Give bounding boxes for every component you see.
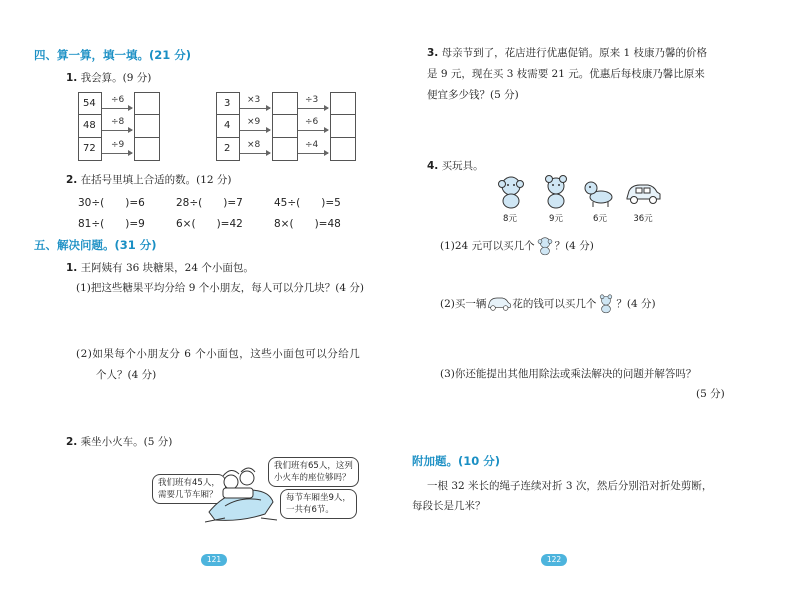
problem-4-sub-3: (3)你还能提出其他用除法或乘法解决的问题并解答吗？: [440, 368, 697, 380]
toy-monkey-icon: [496, 174, 526, 210]
problem-2-number: 2.: [66, 436, 78, 448]
section-5-score: (31 分): [114, 238, 157, 252]
problem-3-line-1: 母亲节到了，花店进行优惠促销。原来 1 枝康乃馨的价格: [441, 47, 707, 59]
price-label: 9元: [549, 214, 563, 224]
operation-label: ×8: [247, 140, 261, 150]
problem-3-line-2: 是 9 元，现在买 3 枝需要 21 元。优惠后每枝康乃馨比原来: [427, 68, 705, 80]
page-number-right: 122: [541, 554, 567, 566]
toy-bear-icon: [541, 174, 571, 210]
start-value: 3: [224, 98, 231, 109]
problem-4-number: 4.: [427, 160, 439, 172]
toy-bear-icon: [596, 294, 616, 314]
divider: [216, 114, 240, 115]
operation-label: ×3: [247, 95, 261, 105]
divider: [78, 114, 102, 115]
divider: [134, 137, 160, 138]
start-value: 72: [83, 143, 96, 154]
question-2: [66, 172, 232, 187]
operation-label: ÷6: [111, 95, 125, 105]
fill-blank-equation[interactable]: 81÷( )=9: [78, 218, 145, 230]
price-label: 8元: [503, 214, 517, 224]
page-number-left: 121: [201, 554, 227, 566]
speech-bubble-right-top: [268, 457, 359, 487]
train-illustration-icon: [205, 462, 277, 524]
question-2-text: 在括号里填上合适的数。(12 分): [80, 174, 232, 186]
question-1-text: 我会算。(9 分): [80, 72, 152, 84]
toy-monkey-icon: [535, 236, 555, 256]
bubble-line: 需要几节车厢？: [158, 490, 218, 500]
bonus-line-1: 一根 32 米长的绳子连续对折 3 次，然后分别沿对折处剪断，: [427, 480, 713, 492]
divider: [330, 114, 356, 115]
problem-4-sub-2-mid: 花的钱可以买几个: [512, 298, 597, 310]
question-2-number: 2.: [66, 174, 78, 186]
problem-4-sub-3-score: (5 分): [696, 388, 725, 400]
problem-4-text: 买玩具。: [441, 160, 484, 172]
operation-label: ÷3: [305, 95, 319, 105]
fill-blank-equation[interactable]: 8×( )=48: [274, 218, 341, 230]
problem-4-sub-1-text: (1)24 元可以买几个: [440, 240, 535, 252]
question-1: [66, 70, 151, 85]
operation-label: ×9: [247, 117, 261, 127]
fill-blank-equation[interactable]: 45÷( )=5: [274, 197, 341, 209]
answer-column-2b[interactable]: [330, 92, 356, 161]
answer-column-1[interactable]: [134, 92, 160, 161]
bubble-line: 每节车厢坐9人，: [286, 493, 351, 503]
section-4-title: 四、算一算，填一填。: [34, 48, 149, 62]
arrow: [240, 153, 270, 154]
problem-1-text: 王阿姨有 36 块糖果，24 个小面包。: [80, 262, 254, 274]
arrow: [102, 130, 132, 131]
price-label: 6元: [593, 214, 607, 224]
bonus-title: 附加题。: [412, 454, 458, 468]
toy-dog-icon: [584, 178, 616, 208]
arrow: [240, 108, 270, 109]
fill-blank-equation[interactable]: 6×( )=42: [176, 218, 243, 230]
bonus-line-2: 每段长是几米？: [412, 500, 486, 512]
operation-label: ÷4: [305, 140, 319, 150]
section-5-heading: [34, 237, 157, 253]
problem-4-sub-1-score: ？(4 分): [554, 240, 594, 252]
fill-blank-equation[interactable]: 30÷( )=6: [78, 197, 145, 209]
arrow: [102, 153, 132, 154]
problem-2: [66, 434, 172, 449]
problem-3-number: 3.: [427, 47, 439, 59]
section-4-heading: [34, 47, 191, 63]
problem-4-sub-1: [440, 236, 594, 256]
divider: [330, 137, 356, 138]
operation-label: ÷6: [305, 117, 319, 127]
fill-blank-equation[interactable]: 28÷( )=7: [176, 197, 243, 209]
bubble-line: 小火车的座位够吗？: [274, 473, 351, 483]
divider: [134, 114, 160, 115]
problem-4: [427, 158, 484, 173]
start-value: 2: [224, 143, 231, 154]
arrow: [298, 130, 328, 131]
problem-2-text: 乘坐小火车。(5 分): [80, 436, 173, 448]
problem-4-sub-2: [440, 294, 656, 314]
problem-4-sub-2-score: ？(4 分): [616, 298, 656, 310]
bubble-line: 一共有6节。: [286, 505, 334, 515]
start-value: 4: [224, 120, 231, 131]
problem-1-sub-2: (2)如果每个小朋友分 6 个小面包，这些小面包可以分给几: [76, 348, 361, 360]
bubble-line: 我们班有65人，这列: [274, 461, 353, 471]
toy-car-icon: [486, 296, 512, 312]
problem-3: [427, 45, 707, 62]
bubble-line: 我们班有45人，: [158, 478, 220, 488]
answer-column-2a[interactable]: [272, 92, 298, 161]
problem-1-number: 1.: [66, 262, 78, 274]
problem-1-sub-2-cont: 个人？(4 分): [96, 369, 157, 381]
divider: [216, 137, 240, 138]
operation-label: ÷9: [111, 140, 125, 150]
section-5-title: 五、解决问题。: [34, 238, 115, 252]
start-value: 54: [83, 98, 96, 109]
question-1-number: 1.: [66, 72, 78, 84]
divider: [78, 137, 102, 138]
problem-3-line-3: 便宜多少钱？(5 分): [427, 89, 519, 101]
arrow: [298, 153, 328, 154]
speech-bubble-right-bottom: [280, 489, 357, 519]
section-4-score: (21 分): [149, 48, 192, 62]
bonus-score: (10 分): [458, 454, 501, 468]
divider: [272, 137, 298, 138]
price-label: 36元: [633, 214, 653, 224]
arrow: [298, 108, 328, 109]
problem-1-sub-1: (1)把这些糖果平均分给 9 个小朋友，每人可以分几块？(4 分): [76, 282, 364, 294]
arrow: [102, 108, 132, 109]
arrow: [240, 130, 270, 131]
operation-label: ÷8: [111, 117, 125, 127]
problem-1: [66, 260, 254, 275]
toy-car-icon: [624, 182, 662, 206]
problem-4-sub-2-text: (2)买一辆: [440, 298, 487, 310]
start-value: 48: [83, 120, 96, 131]
bonus-heading: [412, 453, 500, 469]
divider: [272, 114, 298, 115]
